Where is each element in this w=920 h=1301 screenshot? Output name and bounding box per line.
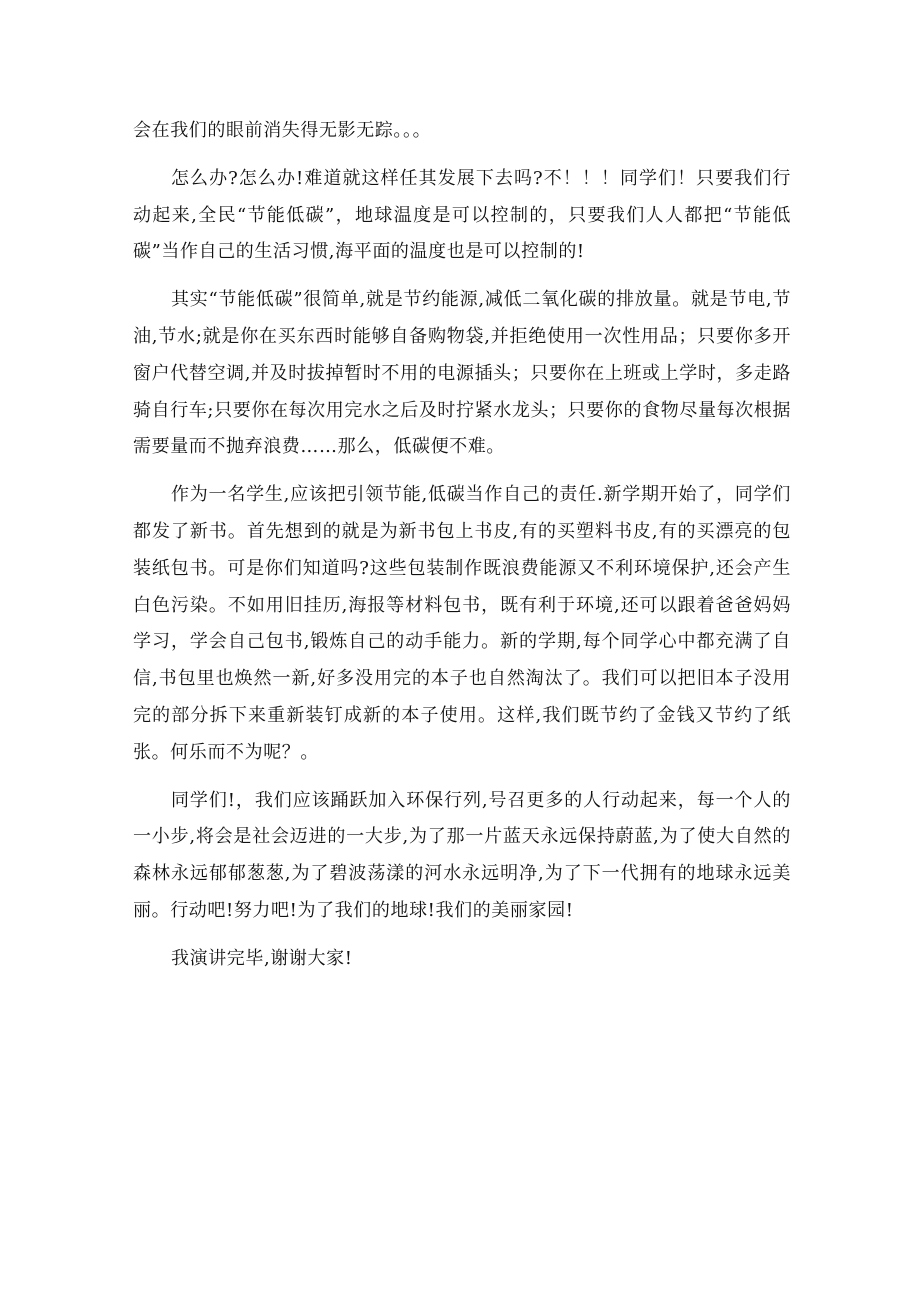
paragraph-student-role: 作为一名学生,应该把引领节能,低碳当作自己的责任.新学期开始了，同学们都发了新书。首先想到的就是为新书包上书皮,有的买塑料书皮,有的买漂亮的包装纸包书。可是你们知道吗?这些包装制作既浪费能源又不利环境保护,还会产生白色污染。不如用旧挂历,海报等材料包书，既有利于环境,还可以跟着爸爸妈妈学习，学会自己包书,锻炼自己的动手能力。新的学期,每个同学心中都充满了自信,书包里也焕然一新,好多没用完的本子也自然淘汰了。我们可以把旧本子没用完的部分拆下来重新装钉成新的本子使用。这样,我们既节约了金钱又节约了纸张。何乐而不为呢？。	[133, 484, 791, 763]
paragraph-call-to-action: 怎么办?怎么办!难道就这样任其发展下去吗?不！！！同学们！只要我们行动起来,全民“节能低碳”，地球温度是可以控制的，只要我们人人都把“节能低碳”当作自己的生活习惯,海平面的温度也是可以控制的!	[133, 167, 791, 263]
paragraph-appeal: 同学们!，我们应该踊跃加入环保行列,号召更多的人行动起来，每一个人的一小步,将会是社会迈进的一大步,为了那一片蓝天永远保持蔚蓝,为了使大自然的森林永远郁郁葱葱,为了碧波荡漾的河水永远明净,为了下一代拥有的地球永远美丽。行动吧!努力吧!为了我们的地球!我们的美丽家园!	[133, 789, 791, 921]
document-body	[133, 113, 791, 989]
paragraph-continuation: 会在我们的眼前消失得无影无踪。。。	[133, 120, 432, 141]
paragraph-low-carbon-explained: 其实“节能低碳”很简单,就是节约能源,减低二氧化碳的排放量。就是节电,节油,节水;就是你在买东西时能够自备购物袋,并拒绝使用一次性用品；只要你多开窗户代替空调,并及时拔掉暂时不用的电源插头；只要你在上班或上学时，多走路骑自行车;只要你在每次用完水之后及时拧紧水龙头；只要你的食物尽量每次根据需要量而不抛弃浪费……那么，低碳便不难。	[133, 289, 791, 458]
paragraph-closing: 我演讲完毕,谢谢大家!	[171, 947, 353, 969]
